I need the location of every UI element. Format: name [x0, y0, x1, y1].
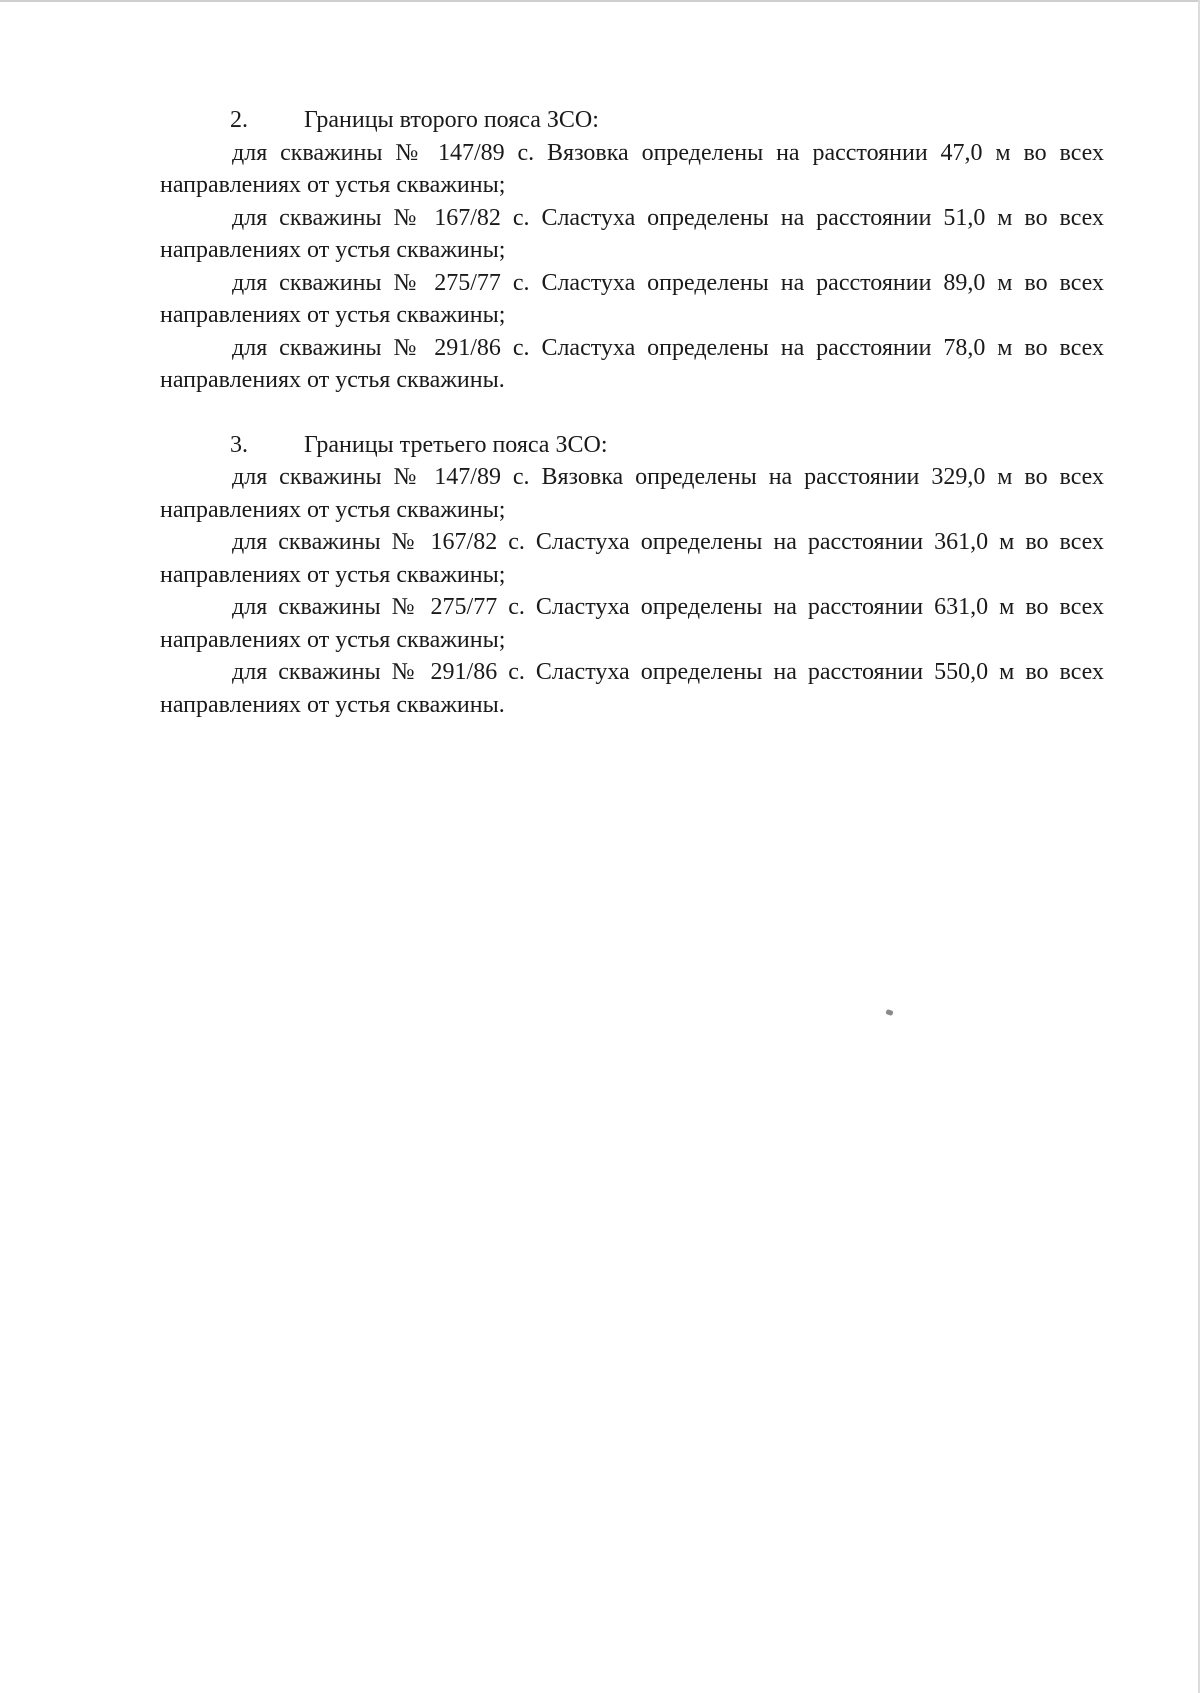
- paragraph: для скважины № 167/82 с. Сластуха определены на расстоянии 361,0 м во всех направлениях от устья скважины;: [160, 529, 1104, 588]
- section-number: 3.: [230, 431, 248, 458]
- section-title: Границы второго пояса ЗСО:: [304, 107, 599, 133]
- section-second-zone: [160, 104, 1104, 397]
- section-number: 2.: [230, 107, 248, 133]
- paragraph: для скважины № 291/86 с. Сластуха определены на расстоянии 550,0 м во всех направлениях от устья скважины.: [160, 659, 1104, 718]
- scan-speck: [885, 1009, 893, 1016]
- paragraph: для скважины № 147/89 с. Вязовка определены на расстоянии 47,0 м во всех направлениях от устья скважины;: [160, 139, 1104, 198]
- scan-top-edge: [0, 0, 1200, 2]
- paragraph: для скважины № 291/86 с. Сластуха определены на расстоянии 78,0 м во всех направлениях от устья скважины.: [160, 334, 1104, 393]
- section-heading: [160, 104, 1104, 137]
- section-heading: [160, 429, 1104, 462]
- section-third-zone: [160, 429, 1104, 722]
- paragraph: для скважины № 167/82 с. Сластуха определены на расстоянии 51,0 м во всех направлениях от устья скважины;: [160, 204, 1104, 263]
- paragraph: для скважины № 147/89 с. Вязовка определены на расстоянии 329,0 м во всех направлениях от устья скважины;: [160, 464, 1104, 523]
- paragraph: для скважины № 275/77 с. Сластуха определены на расстоянии 631,0 м во всех направлениях от устья скважины;: [160, 594, 1104, 653]
- document-body: [160, 104, 1104, 753]
- paragraph: для скважины № 275/77 с. Сластуха определены на расстоянии 89,0 м во всех направлениях от устья скважины;: [160, 269, 1104, 328]
- section-title: Границы третьего пояса ЗСО:: [304, 431, 608, 458]
